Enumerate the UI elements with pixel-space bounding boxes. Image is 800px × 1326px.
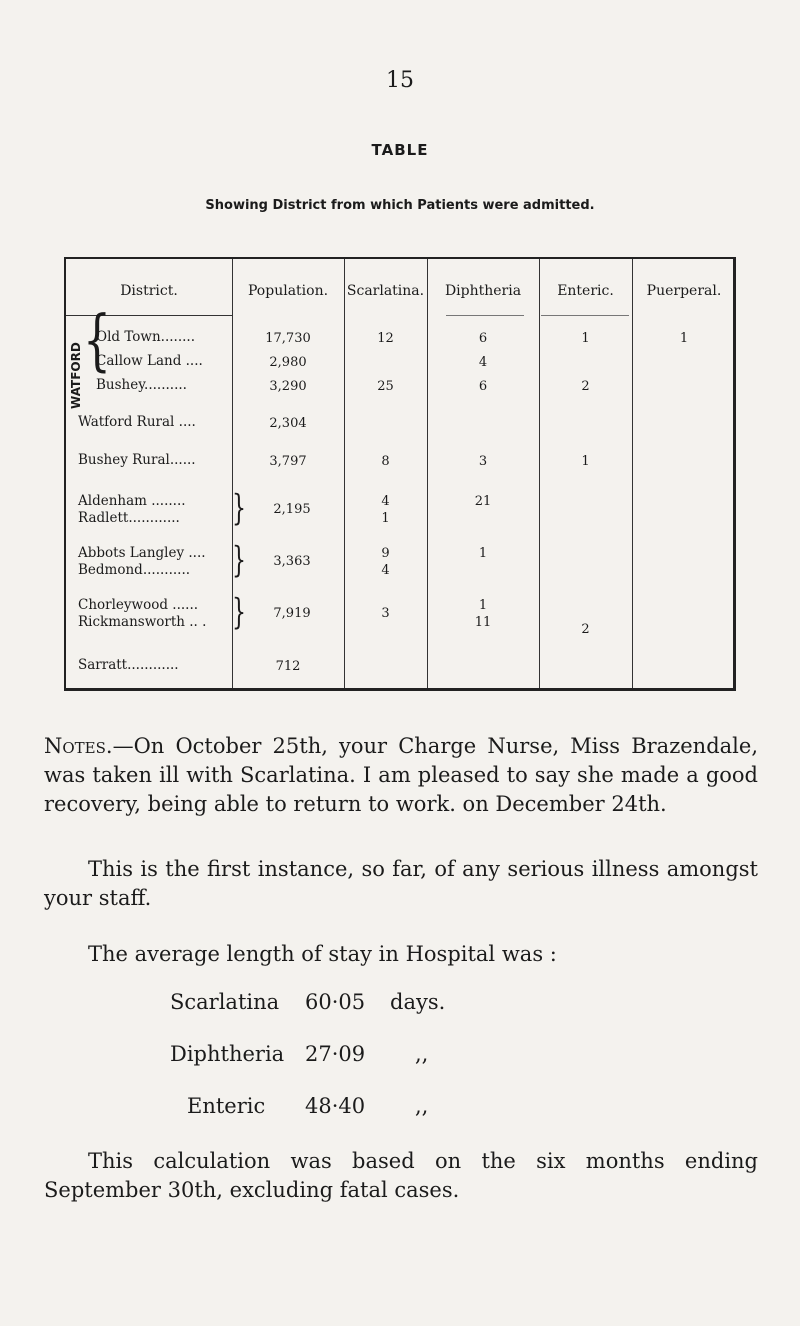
district-radlett: Radlett............ — [78, 510, 180, 526]
scarlatina-bedmond: 4 — [381, 563, 390, 578]
district-abbots-langley: Abbots Langley .... — [78, 545, 206, 561]
population-bushey-rural: 3,797 — [269, 454, 307, 469]
district-rickmansworth: Rickmansworth .. . — [78, 614, 207, 630]
population-aldenham-radlett: 2,195 — [273, 502, 311, 517]
notes-label: Notes. — [44, 734, 113, 758]
stay-disease-diphtheria: Diphtheria — [170, 1042, 285, 1066]
diphtheria-callow-land: 4 — [478, 355, 488, 370]
district-watford-rural: Watford Rural .... — [78, 414, 196, 430]
header-rule — [541, 315, 629, 316]
watford-group-label: WATFORD — [69, 342, 83, 409]
scarlatina-radlett: 1 — [381, 511, 390, 526]
header-rule — [446, 315, 524, 316]
scarlatina-bushey-rural: 8 — [381, 454, 390, 469]
population-old-town: 17,730 — [265, 331, 311, 346]
district-callow-land: Callow Land .... — [96, 353, 203, 369]
enteric-bushey-rural: 1 — [581, 454, 590, 469]
header-puerperal: Puerperal. — [646, 283, 722, 299]
population-watford-rural: 2,304 — [269, 416, 307, 431]
district-old-town: Old Town........ — [96, 329, 195, 345]
stay-value-scarlatina: 60·05 — [305, 990, 366, 1014]
diphtheria-bushey: 6 — [478, 379, 488, 394]
enteric-rickmansworth: 2 — [581, 622, 590, 637]
district-bushey: Bushey.......... — [96, 377, 187, 393]
notes-text-1: —On October 25th, your Charge Nurse, Miss Brazendale, was taken ill with Scarlatina. I am pleased to say she made a good recovery, being able to return to work. on December 24th. — [44, 734, 758, 816]
table-title: TABLE — [371, 141, 429, 159]
enteric-old-town: 1 — [581, 331, 590, 346]
diphtheria-bushey-rural: 3 — [478, 454, 488, 469]
district-bushey-rural: Bushey Rural...... — [78, 452, 196, 468]
header-population: Population. — [247, 283, 329, 299]
notes-paragraph-2: This is the first instance, so far, of any serious illness amongst your staff. — [44, 857, 758, 910]
scarlatina-abbots-langley: 9 — [381, 546, 390, 561]
diphtheria-rickmansworth: 11 — [474, 615, 492, 630]
population-sarratt: 712 — [275, 659, 301, 674]
district-bedmond: Bedmond........... — [78, 562, 191, 578]
right-brace-icon: } — [232, 489, 246, 530]
scarlatina-chorley-rick: 3 — [381, 606, 390, 621]
puerperal-old-town: 1 — [679, 331, 689, 346]
stay-unit-scarlatina: days. — [390, 990, 446, 1014]
stay-value-diphtheria: 27·09 — [305, 1042, 366, 1066]
district-sarratt: Sarratt............ — [78, 657, 179, 673]
header-diphtheria: Diphtheria — [444, 283, 522, 299]
diphtheria-chorleywood: 1 — [478, 598, 488, 613]
right-brace-icon: } — [232, 593, 246, 634]
page-number: 15 — [386, 68, 414, 93]
right-brace-icon: } — [232, 541, 246, 582]
stay-disease-scarlatina: Scarlatina — [170, 990, 280, 1014]
population-callow-land: 2,980 — [269, 355, 307, 370]
diphtheria-aldenham: 21 — [474, 494, 492, 509]
enteric-bushey: 2 — [581, 379, 590, 394]
population-abbots-bedmond: 3,363 — [273, 554, 311, 569]
table-subtitle: Showing District from which Patients were admitted. — [205, 198, 595, 213]
header-enteric: Enteric. — [557, 283, 614, 299]
notes-paragraph-4: This calculation was based on the six months ending September 30th, excluding fatal cases. — [44, 1149, 758, 1202]
stay-disease-enteric: Enteric — [187, 1094, 266, 1118]
stay-unit-enteric: ,, — [415, 1094, 429, 1118]
stay-unit-diphtheria: ,, — [415, 1042, 429, 1066]
district-chorleywood: Chorleywood ...... — [78, 597, 199, 613]
notes-paragraph-3: The average length of stay in Hospital was : — [88, 942, 557, 966]
header-scarlatina: Scarlatina. — [346, 283, 425, 299]
population-chorley-rick: 7,919 — [273, 606, 311, 621]
watford-brace-icon: { — [83, 302, 111, 379]
scarlatina-old-town: 12 — [377, 331, 394, 346]
district-table — [64, 257, 736, 691]
scarlatina-aldenham: 4 — [381, 494, 390, 509]
diphtheria-abbots-langley: 1 — [478, 546, 488, 561]
column-divider — [632, 259, 633, 688]
notes-paragraph-1 — [44, 732, 758, 819]
scarlatina-bushey: 25 — [377, 379, 394, 394]
population-bushey: 3,290 — [269, 379, 307, 394]
header-district: District. — [120, 283, 178, 299]
stay-value-enteric: 48·40 — [305, 1094, 366, 1118]
column-divider — [344, 259, 345, 688]
district-aldenham: Aldenham ........ — [78, 493, 186, 509]
diphtheria-old-town: 6 — [478, 331, 488, 346]
